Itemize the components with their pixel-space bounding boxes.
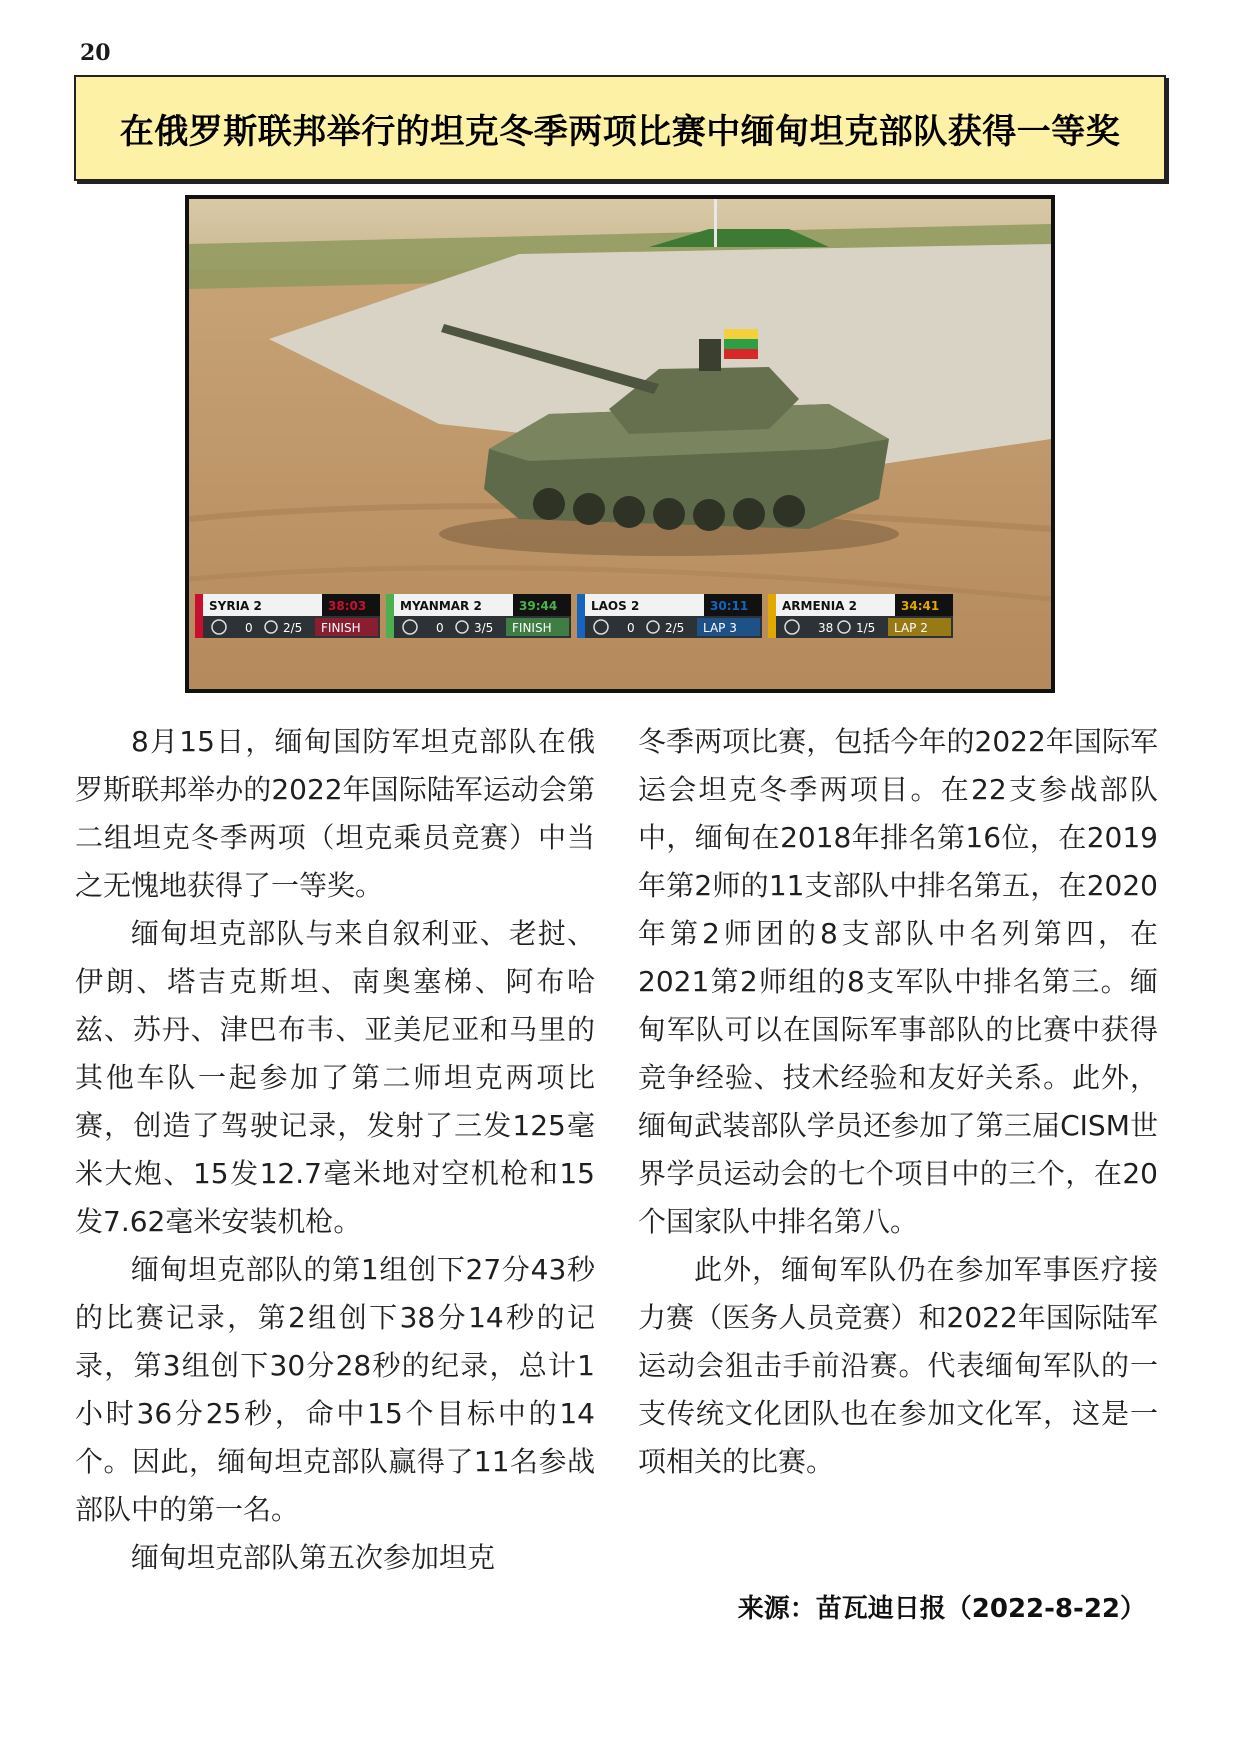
paragraph: 缅甸坦克部队的第1组创下27分43秒的比赛记录，第2组创下38分14秒的记录，第3组创下30分28秒的纪录，总计1小时36分25秒，命中15个目标中的14个。因此，缅甸坦克部队赢得了11名参战部队中的第一名。 (75, 1253, 595, 1526)
team-time: 30:11 (710, 599, 749, 613)
team-color-stripe (195, 594, 203, 638)
race-status: LAP 3 (703, 621, 737, 635)
team-color-stripe (577, 594, 585, 638)
hits-count: 2/5 (283, 621, 303, 635)
scoreboard-panel (386, 594, 571, 638)
scoreboard-panel (195, 594, 380, 638)
article-column-right (638, 718, 1158, 1486)
team-color-stripe (386, 594, 394, 638)
team-name: ARMENIA 2 (782, 599, 857, 613)
race-status: FINISH (321, 621, 361, 635)
tank-photo-illustration (189, 199, 1051, 689)
shots-count: 0 (245, 621, 253, 635)
shots-count: 0 (436, 621, 444, 635)
title-banner (74, 75, 1166, 181)
paragraph: 此外，缅甸军队仍在参加军事医疗接力赛（医务人员竞赛）和2022年国际陆军运动会狙击手前沿赛。代表缅甸军队的一支传统文化团队也在参加文化军，这是一项相关的比赛。 (638, 1253, 1158, 1478)
team-time: 38:03 (328, 599, 367, 613)
scoreboard-panel (577, 594, 762, 638)
race-status: LAP 2 (894, 621, 928, 635)
paragraph: 8月15日，缅甸国防军坦克部队在俄罗斯联邦举办的2022年国际陆军运动会第二组坦克冬季两项（坦克乘员竞赛）中当之无愧地获得了一等奖。 (75, 725, 595, 902)
team-name: MYANMAR 2 (400, 599, 482, 613)
paragraph: 缅甸坦克部队与来自叙利亚、老挝、伊朗、塔吉克斯坦、南奥塞梯、阿布哈兹、苏丹、津巴布韦、亚美尼亚和马里的其他车队一起参加了第二师坦克两项比赛，创造了驾驶记录，发射了三发125毫米大炮、15发12.7毫米地对空机枪和15发7.62毫米安装机枪。 (75, 917, 595, 1238)
hits-count: 3/5 (474, 621, 494, 635)
team-name: LAOS 2 (591, 599, 640, 613)
source-citation: 来源：苗瓦迪日报（2022-8-22） (737, 1594, 1146, 1624)
scoreboard-panel (768, 594, 953, 638)
article-title: 在俄罗斯联邦举行的坦克冬季两项比赛中缅甸坦克部队获得一等奖 (119, 111, 1121, 152)
paragraph-continuation: 冬季两项比赛，包括今年的2022年国际军运会坦克冬季两项目。在22支参战部队中，缅甸在2018年排名第16位，在2019年第2师的11支部队中排名第五，在2020年第2师团的8支部队中名列第四，在2021第2师组的8支军队中排名第三。缅甸军队可以在国际军事部队的比赛中获得竞争经验、技术经验和友好关系。此外，缅甸武装部队学员还参加了第三届CISM世界学员运动会的七个项目中的三个，在20个国家队中排名第八。 (638, 725, 1158, 1238)
hits-count: 1/5 (856, 621, 876, 635)
team-name: SYRIA 2 (209, 599, 262, 613)
tank-photo (185, 195, 1055, 693)
race-status: FINISH (512, 621, 552, 635)
shots-count: 38 (818, 621, 834, 635)
team-color-stripe (768, 594, 776, 638)
hits-count: 2/5 (665, 621, 685, 635)
team-time: 39:44 (519, 599, 558, 613)
paragraph: 缅甸坦克部队第五次参加坦克 (131, 1541, 496, 1574)
team-time: 34:41 (901, 599, 940, 613)
article-column-left (75, 718, 595, 1582)
page-number: 20 (80, 40, 111, 66)
shots-count: 0 (627, 621, 635, 635)
